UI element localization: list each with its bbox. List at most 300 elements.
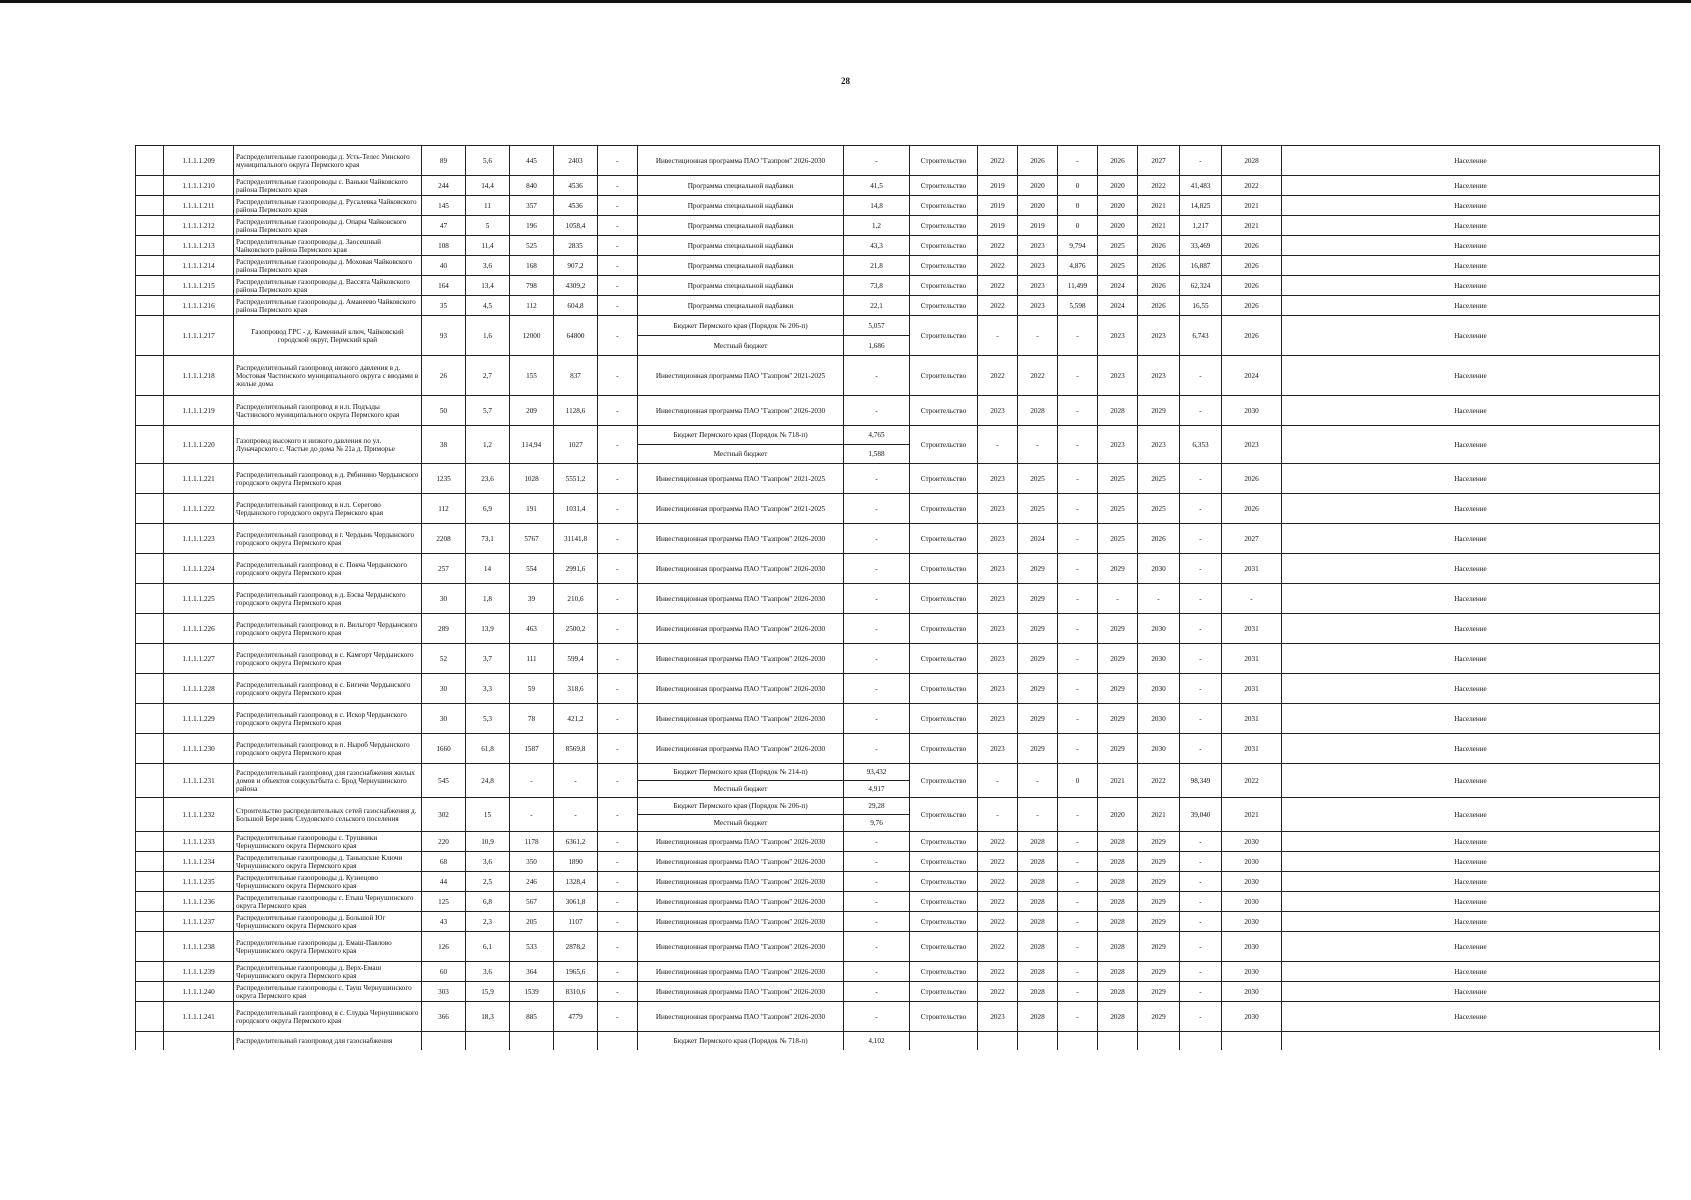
row-value-c2: 3,6 (466, 852, 510, 872)
row-object-name: Газопровод ГРС - д. Каменный ключ, Чайковский городской округ, Пермский край (234, 316, 422, 356)
row-period-y3: 2025 (1098, 524, 1138, 554)
row-value-c1: 30 (422, 584, 466, 614)
row-value-c3: 205 (510, 912, 554, 932)
row-work-type: Строительство (910, 872, 978, 892)
row-period-y2: - (1018, 764, 1058, 798)
table-row (136, 276, 1660, 296)
row-value-c5 (598, 1032, 638, 1050)
row-funding-amount: - (844, 832, 910, 852)
row-period-y3: 2025 (1098, 464, 1138, 494)
row-funding-source: Инвестиционная программа ПАО "Газпром" 2026-2030 (638, 704, 844, 734)
table-row (136, 196, 1660, 216)
row-consumer: Население (1282, 236, 1660, 256)
row-period-y4: - (1138, 584, 1180, 614)
row-code: 1.1.1.1.233 (164, 832, 234, 852)
row-consumer: Население (1282, 704, 1660, 734)
row-period-y5: 2026 (1222, 494, 1282, 524)
row-blank-cell (136, 316, 164, 356)
table-row (136, 256, 1660, 276)
row-period-y1: - (978, 316, 1018, 356)
row-period-v2: 41,483 (1180, 176, 1222, 196)
row-period-y1: 2022 (978, 872, 1018, 892)
row-period-v2: 14,825 (1180, 196, 1222, 216)
row-period-v2: - (1180, 674, 1222, 704)
row-period-y1: 2023 (978, 494, 1018, 524)
row-object-name: Распределительный газопровод в н.п. Серегово Чердынского городского округа Пермского края (234, 494, 422, 524)
row-period-y3: 2025 (1098, 494, 1138, 524)
page-number: 28 (841, 76, 850, 86)
row-object-name: Распределительные газопроводы д. Аманеево Чайковского района Пермского края (234, 296, 422, 316)
row-blank-cell (136, 236, 164, 256)
row-period-y5: 2023 (1222, 426, 1282, 464)
table-row (136, 146, 1660, 176)
row-value-c1: 244 (422, 176, 466, 196)
table-row (136, 216, 1660, 236)
row-period-v1: - (1058, 316, 1098, 356)
row-period-y3: 2028 (1098, 892, 1138, 912)
row-period-v2: - (1180, 356, 1222, 396)
row-object-name: Распределительный газопровод в г. Чердынь Чердынского городского округа Пермского края (234, 524, 422, 554)
row-value-c4: 31141,8 (554, 524, 598, 554)
row-value-c1: 112 (422, 494, 466, 524)
row-value-c3: 168 (510, 256, 554, 276)
row-value-c3: 78 (510, 704, 554, 734)
row-object-name: Распределительный газопровод в с. Камгорт Чердынского городского округа Пермского края (234, 644, 422, 674)
row-blank-cell (136, 982, 164, 1002)
row-period-y2: 2026 (1018, 146, 1058, 176)
table-row (136, 614, 1660, 644)
row-period-y4: 2023 (1138, 356, 1180, 396)
row-period-y5: 2026 (1222, 316, 1282, 356)
row-work-type: Строительство (910, 912, 978, 932)
row-blank-cell (136, 256, 164, 276)
row-value-c4: 2500,2 (554, 614, 598, 644)
row-period-y1: 2022 (978, 892, 1018, 912)
row-period-v2: - (1180, 396, 1222, 426)
row-value-c4: 4779 (554, 1002, 598, 1032)
row-value-c2: 3,6 (466, 962, 510, 982)
row-blank-cell (136, 872, 164, 892)
row-value-c2: 13,4 (466, 276, 510, 296)
row-funding-source: Местный бюджет (638, 445, 844, 464)
row-object-name: Распределительные газопроводы д. Кузнецово Чернушинского округа Пермского края (234, 872, 422, 892)
row-blank-cell (136, 296, 164, 316)
row-value-c4: 1027 (554, 426, 598, 464)
row-period-y3: 2029 (1098, 734, 1138, 764)
row-value-c5: - (598, 584, 638, 614)
row-consumer: Население (1282, 614, 1660, 644)
table-row (136, 734, 1660, 764)
row-funding-source: Инвестиционная программа ПАО "Газпром" 2026-2030 (638, 524, 844, 554)
row-consumer: Население (1282, 276, 1660, 296)
row-funding-amount: - (844, 704, 910, 734)
row-funding-source: Инвестиционная программа ПАО "Газпром" 2026-2030 (638, 912, 844, 932)
row-value-c4: 1058,4 (554, 216, 598, 236)
row-consumer: Население (1282, 734, 1660, 764)
row-period-y4: 2025 (1138, 494, 1180, 524)
row-period-v2: - (1180, 982, 1222, 1002)
row-value-c3: 554 (510, 554, 554, 584)
row-period-v1: - (1058, 584, 1098, 614)
row-value-c3: 196 (510, 216, 554, 236)
row-period-y3: 2025 (1098, 236, 1138, 256)
row-consumer: Население (1282, 962, 1660, 982)
row-object-name: Строительство распределительных сетей газоснабжения д. Большой Березник Слудовского сельского поселения (234, 798, 422, 832)
row-period-y5: 2030 (1222, 892, 1282, 912)
row-period-y4: 2029 (1138, 892, 1180, 912)
row-work-type: Строительство (910, 764, 978, 798)
row-blank-cell (136, 644, 164, 674)
row-period-y4: 2026 (1138, 236, 1180, 256)
row-funding-source: Программа специальной надбавки (638, 256, 844, 276)
row-period-v1: - (1058, 674, 1098, 704)
row-value-c1: 303 (422, 982, 466, 1002)
row-period-y4: 2021 (1138, 196, 1180, 216)
row-blank-cell (136, 704, 164, 734)
row-code: 1.1.1.1.211 (164, 196, 234, 216)
row-code: 1.1.1.1.217 (164, 316, 234, 356)
row-period-y2: 2025 (1018, 464, 1058, 494)
row-period-v1: - (1058, 982, 1098, 1002)
row-funding-amount: 41,5 (844, 176, 910, 196)
row-period-v1: - (1058, 644, 1098, 674)
row-value-c1: 26 (422, 356, 466, 396)
row-code: 1.1.1.1.218 (164, 356, 234, 396)
row-funding-source: Инвестиционная программа ПАО "Газпром" 2021-2025 (638, 464, 844, 494)
row-value-c2: 15,9 (466, 982, 510, 1002)
row-period-y3: 2025 (1098, 256, 1138, 276)
row-period-y2: 2028 (1018, 396, 1058, 426)
row-object-name: Распределительные газопроводы д. Верх-Емаш Чернушинского округа Пермского края (234, 962, 422, 982)
row-funding-source: Инвестиционная программа ПАО "Газпром" 2026-2030 (638, 554, 844, 584)
row-blank-cell (136, 1002, 164, 1032)
row-value-c3: 12000 (510, 316, 554, 356)
row-work-type: Строительство (910, 256, 978, 276)
row-period-v2: - (1180, 704, 1222, 734)
row-period-y1: 2022 (978, 276, 1018, 296)
row-blank-cell (136, 554, 164, 584)
row-blank-cell (136, 962, 164, 982)
row-consumer: Население (1282, 524, 1660, 554)
row-period-y3: 2029 (1098, 674, 1138, 704)
row-consumer: Население (1282, 832, 1660, 852)
row-period-y3: 2023 (1098, 426, 1138, 464)
row-period-y3: 2020 (1098, 216, 1138, 236)
row-funding-amount: - (844, 734, 910, 764)
row-period-v2: - (1180, 734, 1222, 764)
row-funding-amount: - (844, 356, 910, 396)
row-period-y5: 2031 (1222, 704, 1282, 734)
row-value-c4: 2991,6 (554, 554, 598, 584)
row-value-c4: 1890 (554, 852, 598, 872)
row-period-v1: - (1058, 962, 1098, 982)
row-period-y3: 2020 (1098, 798, 1138, 832)
row-object-name: Распределительные газопроводы д. Емаш-Павлово Чернушинского округа Пермского края (234, 932, 422, 962)
row-funding-source: Программа специальной надбавки (638, 236, 844, 256)
row-value-c5: - (598, 892, 638, 912)
row-period-v1: 0 (1058, 196, 1098, 216)
row-funding-amount: 22,1 (844, 296, 910, 316)
row-period-v2: - (1180, 524, 1222, 554)
row-funding-source: Инвестиционная программа ПАО "Газпром" 2026-2030 (638, 832, 844, 852)
row-period-y4: 2029 (1138, 852, 1180, 872)
row-value-c5: - (598, 464, 638, 494)
row-value-c1: 50 (422, 396, 466, 426)
row-value-c3: 1028 (510, 464, 554, 494)
row-value-c4: 907,2 (554, 256, 598, 276)
row-value-c2: 14,4 (466, 176, 510, 196)
row-funding-source: Инвестиционная программа ПАО "Газпром" 2026-2030 (638, 734, 844, 764)
table-row (136, 584, 1660, 614)
row-funding-source: Бюджет Пермского края (Порядок № 206-п) (638, 316, 844, 336)
row-work-type (910, 1032, 978, 1050)
row-value-c2: 61,8 (466, 734, 510, 764)
row-work-type: Строительство (910, 494, 978, 524)
row-period-y4: 2029 (1138, 396, 1180, 426)
row-value-c4: 1328,4 (554, 872, 598, 892)
row-blank-cell (136, 764, 164, 798)
row-consumer: Население (1282, 798, 1660, 832)
row-value-c5: - (598, 524, 638, 554)
row-period-y1: 2023 (978, 1002, 1018, 1032)
row-value-c5: - (598, 614, 638, 644)
row-period-y1: 2023 (978, 464, 1018, 494)
row-object-name: Распределительный газопровод в д. Рябинино Чердынского городского округа Пермского края (234, 464, 422, 494)
row-period-y5: 2030 (1222, 962, 1282, 982)
row-period-y1: 2023 (978, 584, 1018, 614)
row-code: 1.1.1.1.228 (164, 674, 234, 704)
row-funding-source: Программа специальной надбавки (638, 196, 844, 216)
row-value-c3: 350 (510, 852, 554, 872)
row-object-name: Распределительный газопровод в с. Бигичи Чердынского городского округа Пермского края (234, 674, 422, 704)
row-period-y1: 2022 (978, 236, 1018, 256)
row-period-v1: 4,876 (1058, 256, 1098, 276)
row-period-v2: 98,349 (1180, 764, 1222, 798)
row-period-v2: - (1180, 932, 1222, 962)
row-value-c2: 6,8 (466, 892, 510, 912)
row-period-y4: 2026 (1138, 524, 1180, 554)
table-row (136, 764, 1660, 781)
row-value-c5: - (598, 236, 638, 256)
table-row (136, 464, 1660, 494)
row-work-type: Строительство (910, 396, 978, 426)
row-work-type: Строительство (910, 1002, 978, 1032)
row-value-c5: - (598, 798, 638, 832)
row-consumer: Население (1282, 764, 1660, 798)
row-object-name: Распределительные газопроводы д. Большой Юг Чернушинского округа Пермского края (234, 912, 422, 932)
page-top-border (0, 0, 1691, 3)
row-funding-source: Бюджет Пермского края (Порядок № 214-п) (638, 764, 844, 781)
row-period-v1: - (1058, 832, 1098, 852)
row-funding-amount: - (844, 146, 910, 176)
row-value-c5: - (598, 396, 638, 426)
row-period-y4: 2030 (1138, 644, 1180, 674)
table-row (136, 644, 1660, 674)
row-period-y4: 2029 (1138, 932, 1180, 962)
row-value-c1: 35 (422, 296, 466, 316)
row-code: 1.1.1.1.229 (164, 704, 234, 734)
row-value-c3: 798 (510, 276, 554, 296)
row-period-v1: 9,794 (1058, 236, 1098, 256)
row-value-c4 (554, 1032, 598, 1050)
row-period-y4: 2023 (1138, 426, 1180, 464)
row-period-y3: 2020 (1098, 196, 1138, 216)
row-code: 1.1.1.1.237 (164, 912, 234, 932)
row-period-y3: 2028 (1098, 396, 1138, 426)
row-funding-amount: 29,28 (844, 798, 910, 815)
row-consumer: Население (1282, 584, 1660, 614)
row-value-c2: 3,3 (466, 674, 510, 704)
row-funding-amount: - (844, 584, 910, 614)
row-value-c1: 220 (422, 832, 466, 852)
row-period-y1: 2019 (978, 196, 1018, 216)
row-period-y1: 2023 (978, 734, 1018, 764)
row-period-y2: 2023 (1018, 236, 1058, 256)
row-value-c5: - (598, 764, 638, 798)
row-period-y3: 2028 (1098, 932, 1138, 962)
row-value-c1: 257 (422, 554, 466, 584)
row-period-y1: 2022 (978, 932, 1018, 962)
row-object-name: Распределительный газопровод низкого давления в д. Мостовая Частинского муниципального округа с вводами в жилые дома (234, 356, 422, 396)
row-value-c2: 5,3 (466, 704, 510, 734)
row-value-c3: 1539 (510, 982, 554, 1002)
row-period-y2: 2029 (1018, 734, 1058, 764)
row-code: 1.1.1.1.221 (164, 464, 234, 494)
row-funding-source: Местный бюджет (638, 781, 844, 798)
row-value-c2: 5,7 (466, 396, 510, 426)
row-code: 1.1.1.1.234 (164, 852, 234, 872)
row-period-y1: 2022 (978, 256, 1018, 276)
row-period-y2: 2028 (1018, 932, 1058, 962)
row-value-c1: 44 (422, 872, 466, 892)
row-period-y4: 2021 (1138, 798, 1180, 832)
row-period-y5: 2031 (1222, 674, 1282, 704)
row-code: 1.1.1.1.210 (164, 176, 234, 196)
table-row (136, 296, 1660, 316)
row-period-y3: 2028 (1098, 982, 1138, 1002)
row-value-c4: 2403 (554, 146, 598, 176)
table-row (136, 982, 1660, 1002)
row-period-y5: 2030 (1222, 932, 1282, 962)
row-value-c1 (422, 1032, 466, 1050)
row-funding-source: Инвестиционная программа ПАО "Газпром" 2026-2030 (638, 1002, 844, 1032)
row-period-y3: 2023 (1098, 356, 1138, 396)
row-period-y4: 2021 (1138, 216, 1180, 236)
row-object-name: Распределительные газопроводы д. Русалевка Чайковского района Пермского края (234, 196, 422, 216)
row-value-c4: 4536 (554, 196, 598, 216)
row-value-c2: 6,9 (466, 494, 510, 524)
row-period-v1: 0 (1058, 176, 1098, 196)
row-value-c3: 463 (510, 614, 554, 644)
row-period-y4: 2030 (1138, 734, 1180, 764)
row-value-c5: - (598, 176, 638, 196)
row-period-v1: - (1058, 912, 1098, 932)
row-period-y2: - (1018, 316, 1058, 356)
row-value-c5: - (598, 982, 638, 1002)
row-period-y3: 2020 (1098, 176, 1138, 196)
row-consumer (1282, 1032, 1660, 1050)
row-period-y5: 2031 (1222, 614, 1282, 644)
row-period-y5: 2031 (1222, 644, 1282, 674)
row-work-type: Строительство (910, 798, 978, 832)
row-period-y1: 2022 (978, 146, 1018, 176)
row-value-c3: 114,94 (510, 426, 554, 464)
row-period-v2: 16,887 (1180, 256, 1222, 276)
row-funding-source: Инвестиционная программа ПАО "Газпром" 2026-2030 (638, 674, 844, 704)
row-work-type: Строительство (910, 464, 978, 494)
row-value-c5: - (598, 962, 638, 982)
row-value-c5: - (598, 494, 638, 524)
row-period-v2: - (1180, 554, 1222, 584)
row-value-c4: 318,6 (554, 674, 598, 704)
row-value-c1: 366 (422, 1002, 466, 1032)
row-period-y1: 2023 (978, 644, 1018, 674)
row-code: 1.1.1.1.214 (164, 256, 234, 276)
row-value-c2: 2,7 (466, 356, 510, 396)
row-period-y4: 2029 (1138, 872, 1180, 892)
row-period-v2: 16,55 (1180, 296, 1222, 316)
row-period-y3: 2028 (1098, 962, 1138, 982)
row-period-v2: - (1180, 584, 1222, 614)
row-period-v2: - (1180, 464, 1222, 494)
row-code: 1.1.1.1.223 (164, 524, 234, 554)
row-code: 1.1.1.1.230 (164, 734, 234, 764)
row-period-y1: 2019 (978, 216, 1018, 236)
table-row (136, 932, 1660, 962)
row-work-type: Строительство (910, 276, 978, 296)
row-period-y5: - (1222, 584, 1282, 614)
row-value-c4: 1128,6 (554, 396, 598, 426)
row-value-c4: 1107 (554, 912, 598, 932)
row-period-y1: 2022 (978, 962, 1018, 982)
row-value-c2: 10,9 (466, 832, 510, 852)
row-period-y5: 2030 (1222, 912, 1282, 932)
table-row (136, 426, 1660, 445)
row-value-c5: - (598, 852, 638, 872)
row-consumer: Население (1282, 644, 1660, 674)
row-value-c5: - (598, 554, 638, 584)
row-value-c1: 38 (422, 426, 466, 464)
row-period-y2: 2028 (1018, 912, 1058, 932)
row-period-v1: - (1058, 146, 1098, 176)
row-funding-amount: 4,765 (844, 426, 910, 445)
row-period-v2: 6,353 (1180, 426, 1222, 464)
row-funding-amount: 1,2 (844, 216, 910, 236)
row-work-type: Строительство (910, 614, 978, 644)
row-funding-amount: - (844, 464, 910, 494)
table-row (136, 674, 1660, 704)
table-row (136, 912, 1660, 932)
row-consumer: Население (1282, 146, 1660, 176)
row-work-type: Строительство (910, 426, 978, 464)
row-consumer: Население (1282, 982, 1660, 1002)
row-period-v2: - (1180, 614, 1222, 644)
row-period-v1: - (1058, 524, 1098, 554)
row-blank-cell (136, 426, 164, 464)
row-value-c2: 11,4 (466, 236, 510, 256)
row-funding-source: Инвестиционная программа ПАО "Газпром" 2021-2025 (638, 356, 844, 396)
row-period-y4: 2022 (1138, 764, 1180, 798)
row-period-y3: - (1098, 584, 1138, 614)
row-value-c5: - (598, 872, 638, 892)
row-period-y5: 2026 (1222, 256, 1282, 276)
table-row (136, 554, 1660, 584)
row-period-y4: 2030 (1138, 554, 1180, 584)
row-value-c5: - (598, 316, 638, 356)
row-value-c5: - (598, 216, 638, 236)
row-work-type: Строительство (910, 584, 978, 614)
row-funding-source: Программа специальной надбавки (638, 276, 844, 296)
